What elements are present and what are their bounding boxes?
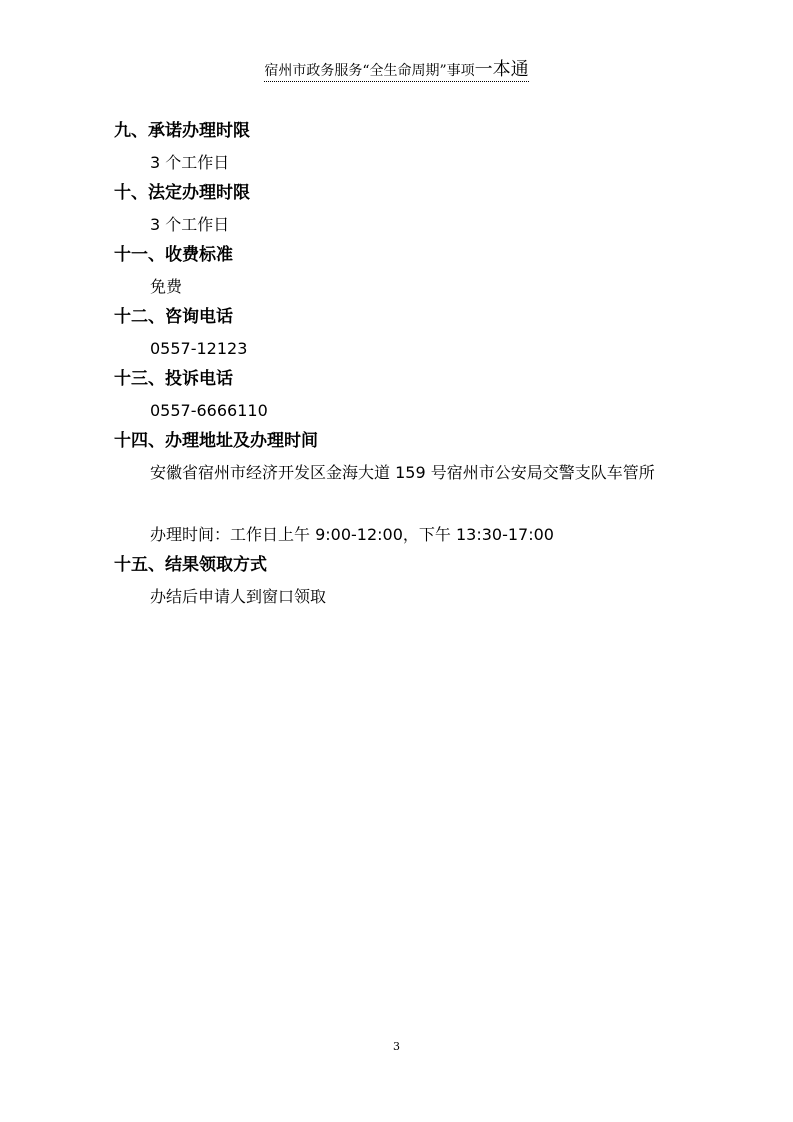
section-heading-commitment-time: 九、承诺办理时限: [114, 121, 250, 141]
section-body-consult-phone: 0557-12123: [150, 339, 248, 358]
section-body-statutory-time: 3 个工作日: [150, 215, 230, 234]
section-heading-address-hours: 十四、办理地址及办理时间: [114, 431, 318, 451]
section-body-fee-standard: 免费: [150, 277, 183, 296]
header-title-main: 宿州市政务服务“全生命周期”事项: [264, 63, 475, 79]
section-body-complaint-phone: 0557-6666110: [150, 401, 268, 420]
page-number: 3: [393, 1040, 400, 1053]
section-heading-complaint-phone: 十三、投诉电话: [114, 369, 233, 389]
section-body-hours: 办理时间：工作日上午 9:00-12:00，下午 13:30-17:00: [150, 525, 554, 544]
header-title-emphasis: 一本通: [474, 59, 529, 80]
section-body-result-pickup: 办结后申请人到窗口领取: [150, 587, 327, 606]
page-header: [0, 60, 793, 82]
section-body-address: 安徽省宿州市经济开发区金海大道 159 号宿州市公安局交警支队车管所: [150, 463, 655, 482]
section-body-commitment-time: 3 个工作日: [150, 153, 230, 172]
section-heading-result-pickup: 十五、结果领取方式: [114, 555, 267, 575]
section-heading-consult-phone: 十二、咨询电话: [114, 307, 233, 327]
document-body: [114, 116, 689, 612]
header-title: [264, 61, 528, 82]
section-heading-statutory-time: 十、法定办理时限: [114, 183, 250, 203]
section-heading-fee-standard: 十一、收费标准: [114, 245, 233, 265]
